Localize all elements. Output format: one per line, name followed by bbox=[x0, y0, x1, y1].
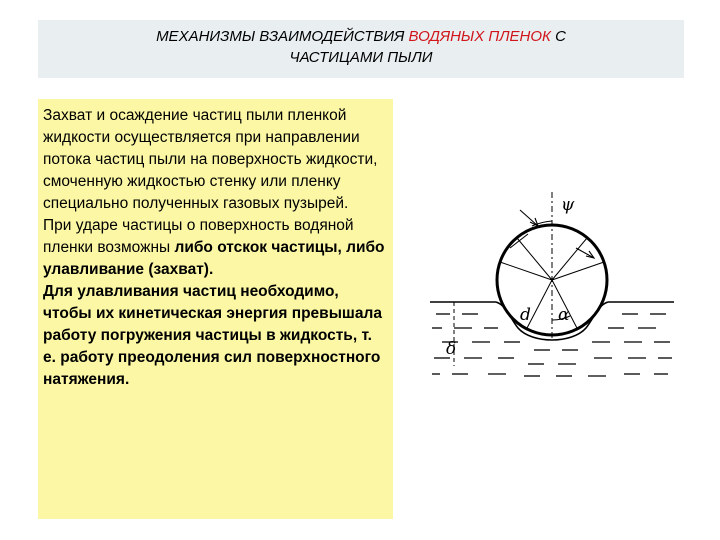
d-label: d bbox=[520, 305, 531, 325]
alpha-label: α bbox=[558, 305, 570, 325]
paragraph-capture: Захват и осаждение частиц пыли пленкой жидкости осуществляется при направлении потока частиц пыли на поверхность жидкости, смоченную жидкостью стенку или пленку специально полученных газовых пузырей. bbox=[43, 107, 378, 212]
particle-diagram bbox=[428, 188, 676, 384]
impact-text: При ударе частицы о поверхность водяной пленки возможны bbox=[43, 217, 354, 256]
title-part1: МЕХАНИЗМЫ ВЗАИМОДЕЙСТВИЯ bbox=[156, 28, 409, 45]
slide-title bbox=[38, 26, 684, 68]
text-panel bbox=[38, 99, 393, 519]
title-part3: С bbox=[555, 28, 566, 45]
paragraph-condition: Для улавливания частиц необходимо, чтобы их кинетическая энергия превышала работу погружения частицы в жидкость, т. е. работу преодоления сил поверхностного натяжения. bbox=[43, 283, 382, 388]
title-line2: ЧАСТИЦАМИ ПЫЛИ bbox=[289, 49, 433, 66]
paragraph-impact bbox=[38, 215, 393, 281]
title-banner bbox=[38, 20, 684, 78]
psi-label: ψ bbox=[561, 195, 575, 215]
delta-label: δ bbox=[446, 339, 457, 359]
title-accent: ВОДЯНЫХ ПЛЕНОК bbox=[408, 28, 556, 45]
impact-bold-text: либо отскок частицы, либо улавливание (захват). bbox=[43, 239, 385, 278]
